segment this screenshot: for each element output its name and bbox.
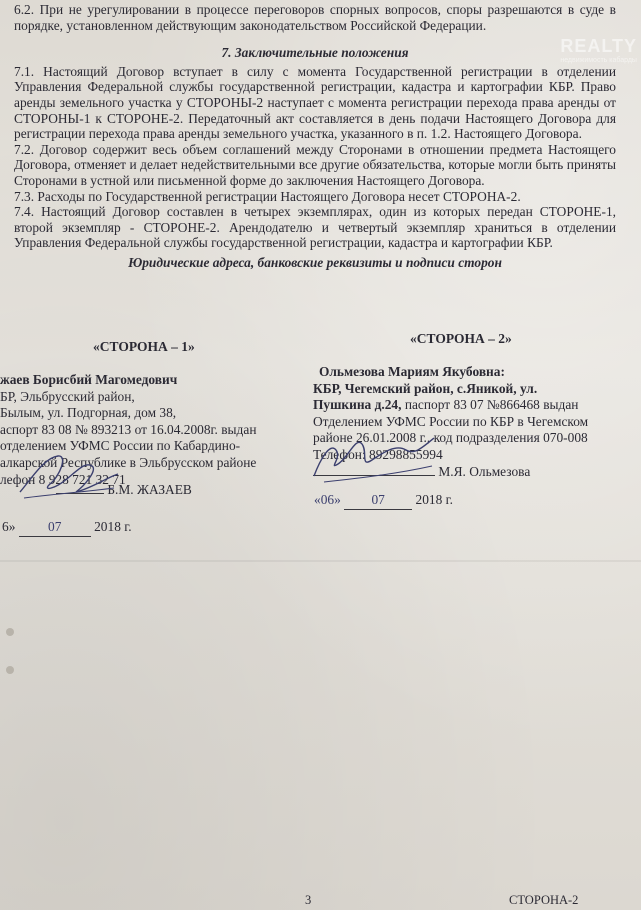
page-number: 3 bbox=[305, 893, 312, 907]
footer-side-label: СТОРОНА-2 bbox=[509, 893, 579, 907]
party-1-date: 6» 07 2018 г. bbox=[2, 519, 132, 537]
signatures-heading: Юридические адреса, банковские реквизиты и подписи сторон bbox=[128, 254, 502, 270]
binder-holes bbox=[6, 628, 14, 704]
clause-6-2: 6.2. При не урегулировании в процессе переговоров спорных вопросов, споры разрешаются в суде в порядке, установленном действующим законодательством Российской Федерации. bbox=[14, 2, 616, 33]
party-2-signature bbox=[310, 420, 440, 490]
clause-7-4: 7.4. Настоящий Договор составлен в четырех экземплярах, один из которых передан СТОРОНЕ-1, второй экземпляр - СТОРОНЕ-2. Арендодателю и четвертый экземпляр храниться в отделении Управления Федеральной службы государственной регистрации, кадастра и картографии КБР. bbox=[14, 204, 616, 251]
signature-stroke bbox=[20, 456, 118, 492]
party-2-address: КБР, Чегемский район, с.Яникой, ул. bbox=[313, 380, 538, 396]
signature-stroke bbox=[24, 488, 114, 498]
party-2-issuer: Отделением УФМС России по КБР в Чегемском bbox=[313, 413, 589, 429]
party-2-issuer: районе 26.01.2008 г., код подразделения 070-008 bbox=[313, 430, 588, 446]
party-2-title: «СТОРОНА – 2» bbox=[410, 331, 512, 346]
party-1-address-line: Былым, ул. Подгорная, дом 38, bbox=[0, 405, 177, 421]
party-2-passport: паспорт 83 07 №866468 выдан bbox=[401, 397, 579, 413]
clause-7-2: 7.2. Договор содержит весь объем соглашений между Сторонами в отношении предмета Настоящего Договора, отменяет и делает недействительными все другие обязательства, которые могли быть приняты Сторонами в устной или письменной форме до заключения Настоящего Договора. bbox=[14, 141, 616, 188]
party-1-signer: Б.М. ЖАЗАЕВ bbox=[107, 482, 192, 497]
clause-7-1: 7.1. Настоящий Договор вступает в силу с момента Государственной регистрации в отделении Управления Федеральной службы государственной регистрации, кадастра и картографии КБР. Право аренды земельного участка у СТОРОНЫ-2 наступает с момента регистрации перехода права аренды от СТОРОНЫ-1 к СТОРОНЕ-2. Передаточный акт составляется в день подачи Настоящего Договора для регистрации перехода права аренды земельного участка, указанного в п. 1.2. Настоящего Договора. bbox=[14, 63, 616, 142]
realty-watermark: REALTY недвижимость кабарды bbox=[560, 36, 637, 64]
section-7-heading: 7. Заключительные положения bbox=[221, 45, 409, 61]
party-1-issuer: алкарской Республике в Эльбрусском районе bbox=[0, 454, 257, 470]
party-1-phone: лефон 8 928 721 32 71 bbox=[0, 471, 126, 487]
paper-fold bbox=[0, 560, 641, 562]
party-2-phone: Телефон: 89298855994 bbox=[313, 446, 443, 462]
party-2-date: «06» 07 2018 г. bbox=[314, 492, 453, 510]
signature-stroke bbox=[314, 438, 434, 476]
party-1-name: жаев Борисбий Магомедович bbox=[0, 372, 178, 387]
party-2-signer: М.Я. Ольмезова bbox=[438, 464, 531, 479]
party-2-address: Пушкина д.24, bbox=[313, 397, 402, 413]
party-1-address-line: БР, Эльбрусский район, bbox=[0, 388, 135, 404]
party-2-name: Ольмезова Мариям Якубовна: bbox=[319, 364, 505, 379]
binder-hole bbox=[6, 666, 14, 674]
signature-stroke bbox=[324, 466, 432, 482]
party-1-passport: аспорт 83 08 № 893213 от 16.04.2008г. выдан bbox=[0, 421, 257, 437]
party-1-issuer: отделением УФМС России по Кабардино- bbox=[0, 438, 241, 454]
binder-hole bbox=[6, 628, 14, 636]
party-1-signature bbox=[14, 448, 124, 504]
contract-body bbox=[14, 2, 616, 271]
party-1-title: «СТОРОНА – 1» bbox=[93, 339, 195, 354]
clause-7-3: 7.3. Расходы по Государственной регистрации Настоящего Договора несет СТОРОНА-2. bbox=[14, 188, 521, 204]
